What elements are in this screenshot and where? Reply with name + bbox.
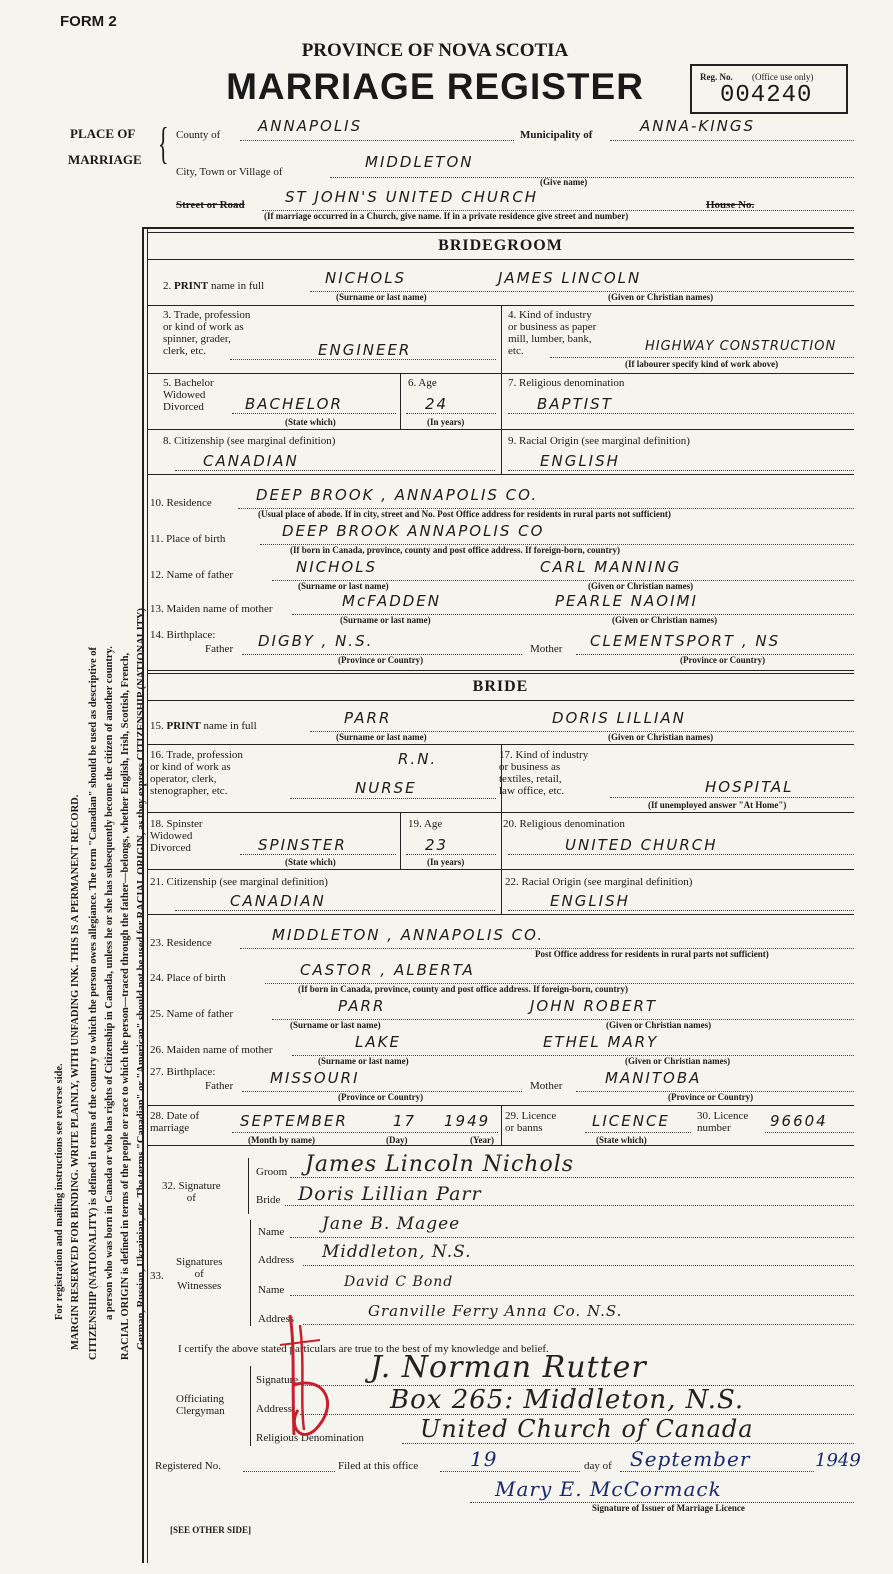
bride-father-province-caption: (Province or Country) [338,1092,424,1102]
margin-line-6: German, Russian, Ukrainian, etc. The terms "Canadian" or "American" should not be used for RACIAL ORIGIN, as they express CITIZENSHIP (NATIONALITY). [136,605,147,1350]
municipality-value: ANNA-KINGS [640,117,756,135]
q15-label [150,720,257,732]
q24-label: 24. Place of birth [150,972,226,984]
q28-label: 28. Date of marriage [150,1110,200,1134]
reg-no-box [690,64,848,114]
bride-mother-given: ETHEL MARY [543,1033,659,1051]
q6-label: 6. Age [408,377,437,389]
q26-label: 26. Maiden name of mother [150,1044,273,1056]
q7-label: 7. Religious denomination [508,377,625,389]
bride-industry-caption: (If unemployed answer "At Home") [648,800,787,810]
give-name-caption: (Give name) [540,177,588,187]
filed-year: 1949 [815,1450,861,1471]
groom-mother-surname: McFADDEN [342,592,441,610]
bride-mother-surname: LAKE [355,1033,401,1051]
q15-print: PRINT [166,720,201,732]
bride-age: 23 [425,836,449,854]
street-label: Street or Road [176,199,245,211]
groom-birthplace: DEEP BROOK ANNAPOLIS CO [282,522,545,540]
certify-text: I certify the above stated particulars are true to the best of my knowledge and belief. [178,1343,549,1355]
w1-name-label: Name [258,1226,285,1238]
licence-type-caption: (State which) [596,1135,647,1145]
q21-label: 21. Citizenship (see marginal definition) [150,876,328,888]
municipality-label: Municipality of [520,129,593,141]
groom-sig-label: Groom [256,1166,288,1178]
bride-given: DORIS LILLIAN [552,709,686,727]
county-value: ANNAPOLIS [258,117,363,135]
groom-father-surname: NICHOLS [296,558,378,576]
city-label: City, Town or Village of [176,166,283,178]
house-label: House No. [706,199,755,211]
q10-label: 10. Residence [150,497,212,509]
place-brace: { [158,119,169,168]
bride-mother-birthplace: MANITOBA [605,1069,702,1087]
margin-line-1: For registration and mailing instructions see reverse side. [54,1063,65,1320]
witness-label: Signatures of Witnesses [176,1256,223,1292]
bride-citizenship: CANADIAN [230,892,326,910]
issuer-caption: Signature of Issuer of Marriage Licence [592,1503,745,1513]
given-caption: (Given or Christian names) [608,292,714,302]
bride-religion: UNITED CHURCH [565,836,718,854]
licence-type: LICENCE [592,1112,670,1130]
q17-label: 17. Kind of industry or business as textiles, retail, law office, etc. [499,749,589,797]
religious-denomination-label: Religious Denomination [256,1432,364,1444]
reg-no-value: 004240 [720,82,813,109]
bride-birthplace-caption: (If born in Canada, province, county and post office address. If foreign-born, country) [298,984,629,994]
reg-no-label: Reg. No. [700,72,733,82]
q27-father-label: Father [205,1080,234,1092]
clergy-label: Officiating Clergyman [176,1393,225,1417]
page-title: MARRIAGE REGISTER [226,66,644,107]
bride-father-given-caption: (Given or Christian names) [606,1020,712,1030]
bride-residence: MIDDLETON , ANNAPOLIS CO. [272,926,545,944]
w2-name: David C Bond [344,1274,454,1290]
bride-status-caption: (State which) [285,857,336,867]
margin-line-4: a person who was born in Canada or who has rights of Citizenship in Canada, unless he or she has subsequently become the citizen of another country. [104,646,115,1320]
province-title: PROVINCE OF NOVA SCOTIA [301,40,569,61]
city-value: MIDDLETON [365,153,474,171]
q14-mother-label: Mother [530,643,563,655]
mother-province-caption: (Province or Country) [680,655,766,665]
groom-industry: HIGHWAY CONSTRUCTION [645,339,837,354]
mother-given-caption: (Given or Christian names) [612,615,718,625]
q29-label: 29. Licence or banns [505,1110,557,1134]
office-use-label: (Office use only) [752,72,814,82]
margin-notes [52,0,150,1360]
church-note: (If marriage occurred in a Church, give name. If in a private residence give street and number) [264,211,629,221]
q2-text: name in full [210,280,265,292]
q2-number: 2. [163,280,172,292]
residence-caption-bold: Post Office address for residents in rural parts not sufficient) [437,509,671,519]
status-caption: (State which) [285,417,336,427]
w2-address: Granville Ferry Anna Co. N.S. [368,1302,623,1320]
w2-name-label: Name [258,1284,285,1296]
groom-age: 24 [425,395,449,413]
q22-label: 22. Racial Origin (see marginal definition) [505,876,693,888]
q8-label: 8. Citizenship (see marginal definition) [163,435,336,447]
father-given-caption: (Given or Christian names) [588,581,694,591]
q13-label: 13. Maiden name of mother [150,603,273,615]
registered-label: Registered No. [155,1460,221,1472]
bride-surname-caption: (Surname or last name) [336,732,427,742]
see-other-side: [SEE OTHER SIDE] [170,1525,252,1535]
bride-mother-province-caption: (Province or Country) [668,1092,754,1102]
form-number: FORM 2 [60,13,117,30]
bride-mother-given-caption: (Given or Christian names) [625,1056,731,1066]
clergy-signature-label: Signature [256,1374,299,1386]
q3-label: 3. Trade, profession or kind of work as spinner, grader, clerk, etc. [163,309,251,357]
clergy-denomination: United Church of Canada [420,1415,754,1443]
industry-caption: (If labourer specify kind of work above) [625,359,779,369]
marriage-day: 17 [393,1112,417,1130]
month-caption: (Month by name) [248,1135,315,1145]
bride-residence-caption: Post Office address for residents in rural parts not sufficient) [535,949,769,959]
bride-heading: BRIDE [472,678,529,695]
w1-name: Jane B. Magee [322,1214,461,1234]
groom-father-birthplace: DIGBY , N.S. [258,632,374,650]
margin-line-2: MARGIN RESERVED FOR BINDING. WRITE PLAINLY, WITH UNFADING INK. THIS IS A PERMANENT RECORD. [70,794,81,1350]
q2-print: PRINT [174,280,209,292]
day-caption: (Day) [386,1135,408,1145]
bride-father-given: JOHN ROBERT [530,997,658,1015]
filed-month: September [630,1447,751,1471]
margin-line-3: CITIZENSHIP (NATIONALITY) is defined in terms of the country to which the person owes allegiance. The term "Canadian" should be used as descriptive of [88,646,99,1360]
age-caption: (In years) [427,417,465,427]
place-label-2: MARRIAGE [68,152,142,167]
mother-surname-caption: (Surname or last name) [340,615,431,625]
q32-label: 32. Signature of [162,1180,221,1204]
q9-label: 9. Racial Origin (see marginal definition) [508,435,690,447]
groom-status: BACHELOR [245,395,343,413]
residence-caption: (Usual place of abode. If in city, street and No. [258,509,435,519]
birthplace-caption: (If born in Canada, province, county and post office address. If foreign-born, country) [290,545,621,555]
q27-label: 27. Birthplace: [150,1066,216,1078]
q25-label: 25. Name of father [150,1008,234,1020]
q27-mother-label: Mother [530,1080,563,1092]
year-caption: (Year) [470,1135,494,1145]
licence-number: 96604 [770,1112,828,1130]
bride-signature: Doris Lillian Parr [298,1183,482,1205]
bride-father-surname-caption: (Surname or last name) [290,1020,381,1030]
q18-label: 18. Spinster Widowed Divorced [150,818,203,854]
groom-citizenship: CANADIAN [203,452,299,470]
q11-label: 11. Place of birth [150,533,226,545]
q14-father-label: Father [205,643,234,655]
marriage-year: 1949 [444,1112,491,1130]
bride-trade: NURSE [355,779,417,797]
groom-mother-birthplace: CLEMENTSPORT , NS [590,632,781,650]
clergy-signature: J. Norman Rutter [370,1350,647,1385]
red-check-mark-icon [270,1305,350,1445]
q5-label: 5. Bachelor Widowed Divorced [163,377,214,413]
q20-label: 20. Religious denomination [503,818,625,830]
bride-given-caption: (Given or Christian names) [608,732,714,742]
bride-industry: HOSPITAL [705,778,794,796]
bride-age-caption: (In years) [427,857,465,867]
bride-sig-label: Bride [256,1194,281,1206]
bride-birthplace: CASTOR , ALBERTA [300,961,475,979]
bride-surname: PARR [344,709,392,727]
bridegroom-heading: BRIDEGROOM [438,237,563,254]
day-of-label: day of [584,1460,612,1472]
surname-caption: (Surname or last name) [336,292,427,302]
bride-trade-top: R.N. [398,750,438,768]
groom-trade: ENGINEER [318,341,412,359]
marriage-month: SEPTEMBER [240,1112,348,1130]
clergy-address: Box 265: Middleton, N.S. [390,1385,745,1415]
q16-label: 16. Trade, profession or kind of work as operator, clerk, stenographer, etc. [150,749,243,797]
groom-father-given: CARL MANNING [540,558,682,576]
q23-label: 23. Residence [150,937,212,949]
groom-surname: NICHOLS [325,269,407,287]
q15-text: name in full [203,720,257,732]
father-province-caption: (Province or Country) [338,655,424,665]
bride-mother-surname-caption: (Surname or last name) [318,1056,409,1066]
w2-address-label: Address [258,1313,295,1325]
filed-day: 19 [470,1447,498,1471]
filed-label: Filed at this office [338,1460,419,1472]
w1-address: Middleton, N.S. [322,1242,472,1262]
county-label: County of [176,129,221,141]
q2-label [163,280,264,292]
q33-label: 33. [150,1270,164,1282]
place-label-1: PLACE OF [70,126,136,141]
groom-religion: BAPTIST [537,395,613,413]
bride-father-birthplace: MISSOURI [270,1069,360,1087]
street-value: ST JOHN'S UNITED CHURCH [285,188,539,206]
q12-label: 12. Name of father [150,569,234,581]
groom-signature: James Lincoln Nichols [305,1152,575,1177]
q14-label: 14. Birthplace: [150,629,216,641]
q19-label: 19. Age [408,818,443,830]
issuer-signature: Mary E. McCormack [495,1477,722,1501]
bride-status: SPINSTER [258,836,347,854]
q30-label: 30. Licence number [697,1110,749,1134]
bride-father-surname: PARR [338,997,386,1015]
groom-mother-given: PEARLE NAOIMI [555,592,698,610]
groom-given: JAMES LINCOLN [498,269,642,287]
father-surname-caption: (Surname or last name) [298,581,389,591]
bride-racial-origin: ENGLISH [550,892,630,910]
groom-racial-origin: ENGLISH [540,452,620,470]
clergy-address-label: Address [256,1403,293,1415]
w1-address-label: Address [258,1254,295,1266]
q15-number: 15. [150,720,164,732]
groom-residence: DEEP BROOK , ANNAPOLIS CO. [256,486,539,504]
margin-line-5: RACIAL ORIGIN is defined in terms of the people or race to which the person—traced through the father—belongs, whether English, Irish, Scottish, French, [120,652,131,1360]
q4-label: 4. Kind of industry or business as paper mill, lumber, bank, etc. [508,309,597,357]
